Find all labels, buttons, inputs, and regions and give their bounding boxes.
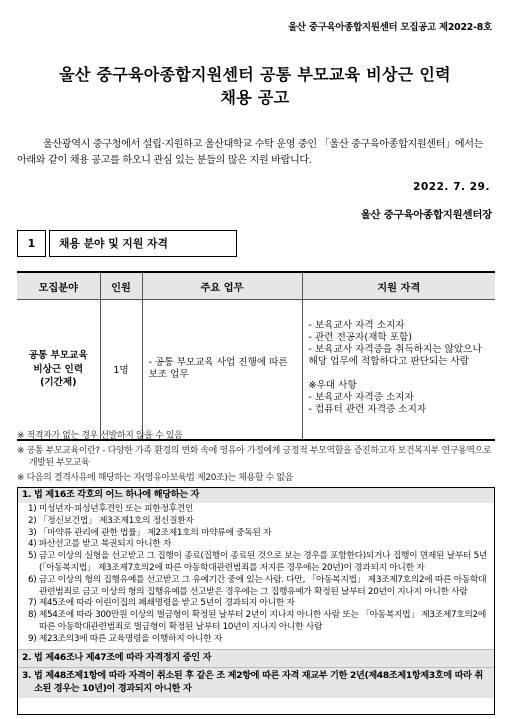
list-item: 8) 제54조에 따라 300만원 이상의 벌금형이 확정된 날부터 2년이 지나지 아니한 사람 또는 「아동복지법」 제3조제7호의2에 따른 아동학대관련범죄로 벌금형이 확정된 날부터 10년이 지나지 아니한 사람	[28, 610, 486, 632]
list-item: 5) 금고 이상의 실형을 선고받고 그 집행이 종료(집행이 종료된 것으로 보는 경우를 포함한다)되거나 집행이 면제된 날부터 5년(「아동복지법」 제3조제7호의2에 따른 아동학대관련범죄를 저지른 경우에는 20년)이 경과되지 아니한 자	[28, 551, 488, 573]
list-item: 4) 파산선고를 받고 복권되지 아니한 자	[28, 539, 172, 550]
column-header: 인원	[100, 272, 142, 300]
category-cell	[17, 300, 100, 440]
qualification-item: - 보육교사 자격 소지자	[308, 320, 405, 332]
qualification-item: - 관련 전공자(재학 포함)	[308, 332, 413, 344]
list-item: 7) 제45조에 따라 어린이집의 폐쇄명령을 받고 5년이 경과되지 아니한 자	[28, 598, 295, 609]
disqualification-heading-2: 2. 법 제46조나 제47조에 따라 자격정지 중인 자	[18, 649, 494, 667]
disqualification-box	[17, 487, 495, 715]
note-item: ※ 적격자가 없는 경우 선발하지 않을 수 있음	[17, 431, 183, 441]
title-line-2: 채용 공고	[220, 88, 290, 107]
category-line: 공통 부모교육	[28, 350, 88, 361]
qualification-cell	[302, 300, 495, 440]
list-item: 1) 미성년자·피성년후견인 또는 피한정후견인	[28, 504, 194, 514]
list-item: 9) 제23조의3에 따른 교육명령을 이행하지 아니한 자	[28, 633, 222, 644]
note-item: ※ 공통 부모교육이란? - 다양한 가족 환경의 변화 속에 영유아 가정에게 긍정적 부모역할을 증진하고자 보건복지부 연구용역으로 개발된 부모교육	[17, 445, 492, 468]
table-header-row	[17, 272, 495, 300]
notes	[17, 430, 495, 486]
issuing-organization: 울산 중구육아종합지원센터장	[360, 209, 492, 221]
disqualification-list	[22, 504, 490, 646]
intro-paragraph: 울산광역시 중구청에서 설립·지원하고 울산대학교 수탁 운영 중인 「울산 중구육아종합지원센터」에서는 아래와 같이 채용 공고를 하오니 관심 있는 분들의 많은 지원 바랍니다.	[17, 139, 484, 166]
column-header: 주요 업무	[142, 272, 302, 300]
notice-date: 2022. 7. 29.	[413, 181, 490, 193]
count-cell: 1명	[100, 300, 142, 440]
disqualification-heading-3: 3. 법 제48조제1항에 따라 자격이 취소된 후 같은 조 제2항에 따른 자격 재교부 기한 2년(제48조제1항제3호에 따라 취소된 경우는 10년)이 경과되지 아니한 자	[18, 667, 494, 698]
category-line: (기간제)	[39, 377, 77, 388]
preferred-title: ※우대 사항	[308, 380, 357, 392]
preferred-item: - 컴퓨터 관련 자격증 소지자	[308, 404, 427, 416]
list-item: 6) 금고 이상의 형의 집행유예를 선고받고 그 유예기간 중에 있는 사람. 다만, 「아동복지법」 제3조제7호의2에 따른 아동학대관련범죄로 금고 이상의 형의 집행유예를 선고받은 경우에는 그 집행유예가 확정된 날부터 20년이 지나지 아니한 사람	[28, 574, 487, 597]
category-line: 비상근 인력	[33, 363, 84, 375]
table-row	[17, 300, 495, 440]
duty-cell: - 공통 부모교육 사업 진행에 따른 보조 업무	[142, 300, 302, 440]
disqualification-heading-1: 1. 법 제16조 각호의 어느 하나에 해당하는 자	[18, 488, 494, 503]
list-item: 2) 「정신보건법」 제3조제1호의 정신질환자	[28, 515, 194, 526]
title-line-1: 울산 중구육아종합지원센터 공통 부모교육 비상근 인력	[59, 65, 451, 84]
column-header: 지원 자격	[302, 272, 495, 300]
recruitment-table	[17, 271, 495, 441]
note-item: ※ 다음의 결격사유에 해당하는 자(영유아보육법 제20조)는 채용할 수 없음	[17, 472, 293, 483]
qualification-item: - 보육교사 자격증을 취득하지는 않았으나 해당 업무에 적합하다고 판단되는 사람	[308, 344, 482, 368]
list-item: 3) 「마약류 관리에 관한 법률」 제2조제1호의 마약류에 중독된 자	[28, 527, 272, 538]
section-title: 채용 분야 및 지원 자격	[49, 230, 237, 257]
page-title	[0, 63, 510, 109]
notice-number: 울산 중구육아종합지원센터 모집공고 제2022-8호	[288, 22, 492, 33]
preferred-item: - 보육교사 자격증 소지자	[308, 392, 414, 404]
section-number: 1	[17, 230, 46, 257]
column-header: 모집분야	[17, 272, 100, 300]
